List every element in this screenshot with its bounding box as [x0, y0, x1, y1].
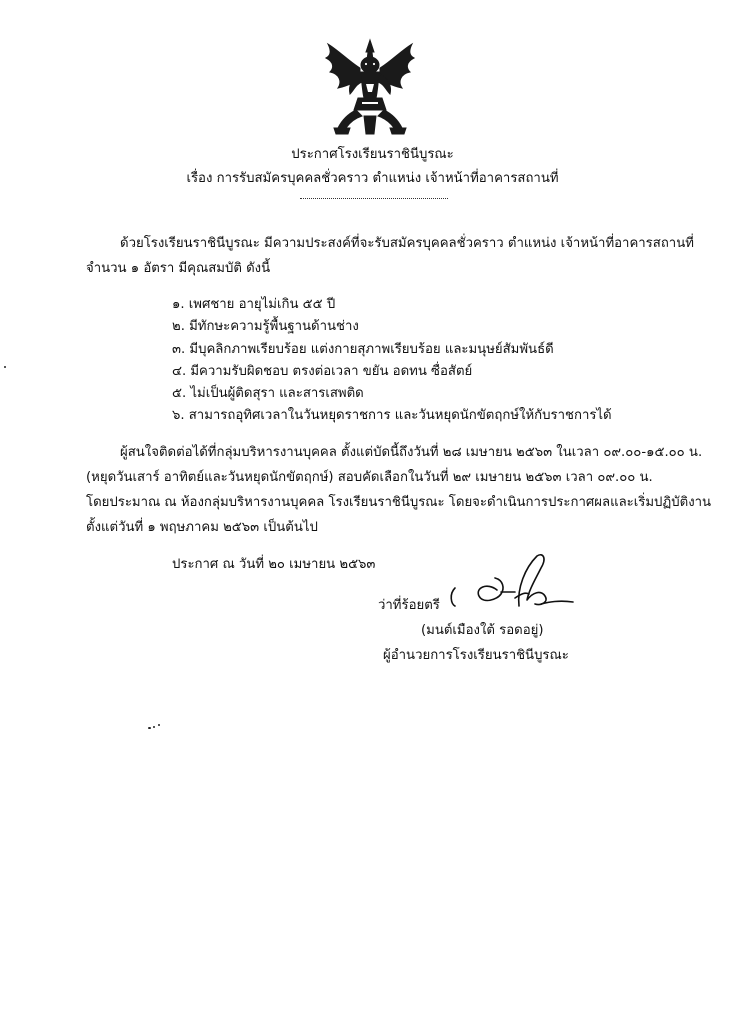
qualification-item: ๓. มีบุคลิกภาพเรียบร้อย แต่งกายสุภาพเรียบร้อย และมนุษย์สัมพันธ์ดี — [172, 342, 554, 357]
intro-paragraph-line: ด้วยโรงเรียนราชินีบูรณะ มีความประสงค์ที่จะรับสมัครบุคคลชั่วคราว ตำแหน่ง เจ้าหน้าที่อาคารสถานที่ — [120, 236, 694, 251]
scan-speck — [158, 724, 160, 726]
scan-speck — [148, 727, 151, 729]
contact-paragraph-line: (หยุดวันเสาร์ อาทิตย์และวันหยุดนักขัตฤกษ์) สอบคัดเลือกในวันที่ ๒๙ เมษายน ๒๕๖๓ เวลา ๐๙.๐๐ น. — [86, 470, 653, 485]
signatory-rank: ว่าที่ร้อยตรี — [378, 598, 440, 613]
garuda-emblem-icon — [322, 38, 418, 138]
signatory-position: ผู้อำนวยการโรงเรียนราชินีบูรณะ — [383, 648, 569, 663]
handwritten-signature-icon — [445, 548, 585, 628]
intro-paragraph-line: จำนวน ๑ อัตรา มีคุณสมบัติ ดังนี้ — [86, 261, 271, 276]
contact-paragraph-line: ผู้สนใจติดต่อได้ที่กลุ่มบริหารงานบุคคล ตั้งแต่บัดนี้ถึงวันที่ ๒๘ เมษายน ๒๕๖๓ ในเวลา ๐๙.๐๐-๑๕.๐๐ น. — [120, 445, 703, 460]
qualification-item: ๒. มีทักษะความรู้พื้นฐานด้านช่าง — [172, 319, 359, 334]
title-divider — [300, 198, 448, 199]
qualification-item: ๔. มีความรับผิดชอบ ตรงต่อเวลา ขยัน อดทน ซื่อสัตย์ — [172, 364, 473, 379]
contact-paragraph-line: ตั้งแต่วันที่ ๑ พฤษภาคม ๒๕๖๓ เป็นต้นไป — [86, 520, 318, 535]
scan-speck — [4, 366, 6, 368]
signatory-name: (มนต์เมืองใต้ รอดอยู่) — [421, 623, 544, 638]
announcement-date: ประกาศ ณ วันที่ ๒๐ เมษายน ๒๕๖๓ — [172, 557, 376, 572]
qualification-item: ๑. เพศชาย อายุไม่เกิน ๕๕ ปี — [172, 297, 336, 312]
qualification-item: ๖. สามารถอุทิศเวลาในวันหยุดราชการ และวันหยุดนักขัตฤกษ์ให้กับราชการได้ — [172, 408, 612, 423]
qualification-item: ๕. ไม่เป็นผู้ติดสุรา และสารเสพติด — [172, 386, 364, 401]
contact-paragraph-line: โดยประมาณ ณ ห้องกลุ่มบริหารงานบุคคล โรงเรียนราชินีบูรณะ โดยจะดำเนินการประกาศผลและเริ่มปฏิบัติงาน — [86, 495, 712, 510]
scan-speck — [153, 726, 155, 728]
page-title: ประกาศโรงเรียนราชินีบูรณะ — [291, 147, 454, 162]
subject-line: เรื่อง การรับสมัครบุคคลชั่วคราว ตำแหน่ง เจ้าหน้าที่อาคารสถานที่ — [186, 171, 559, 186]
